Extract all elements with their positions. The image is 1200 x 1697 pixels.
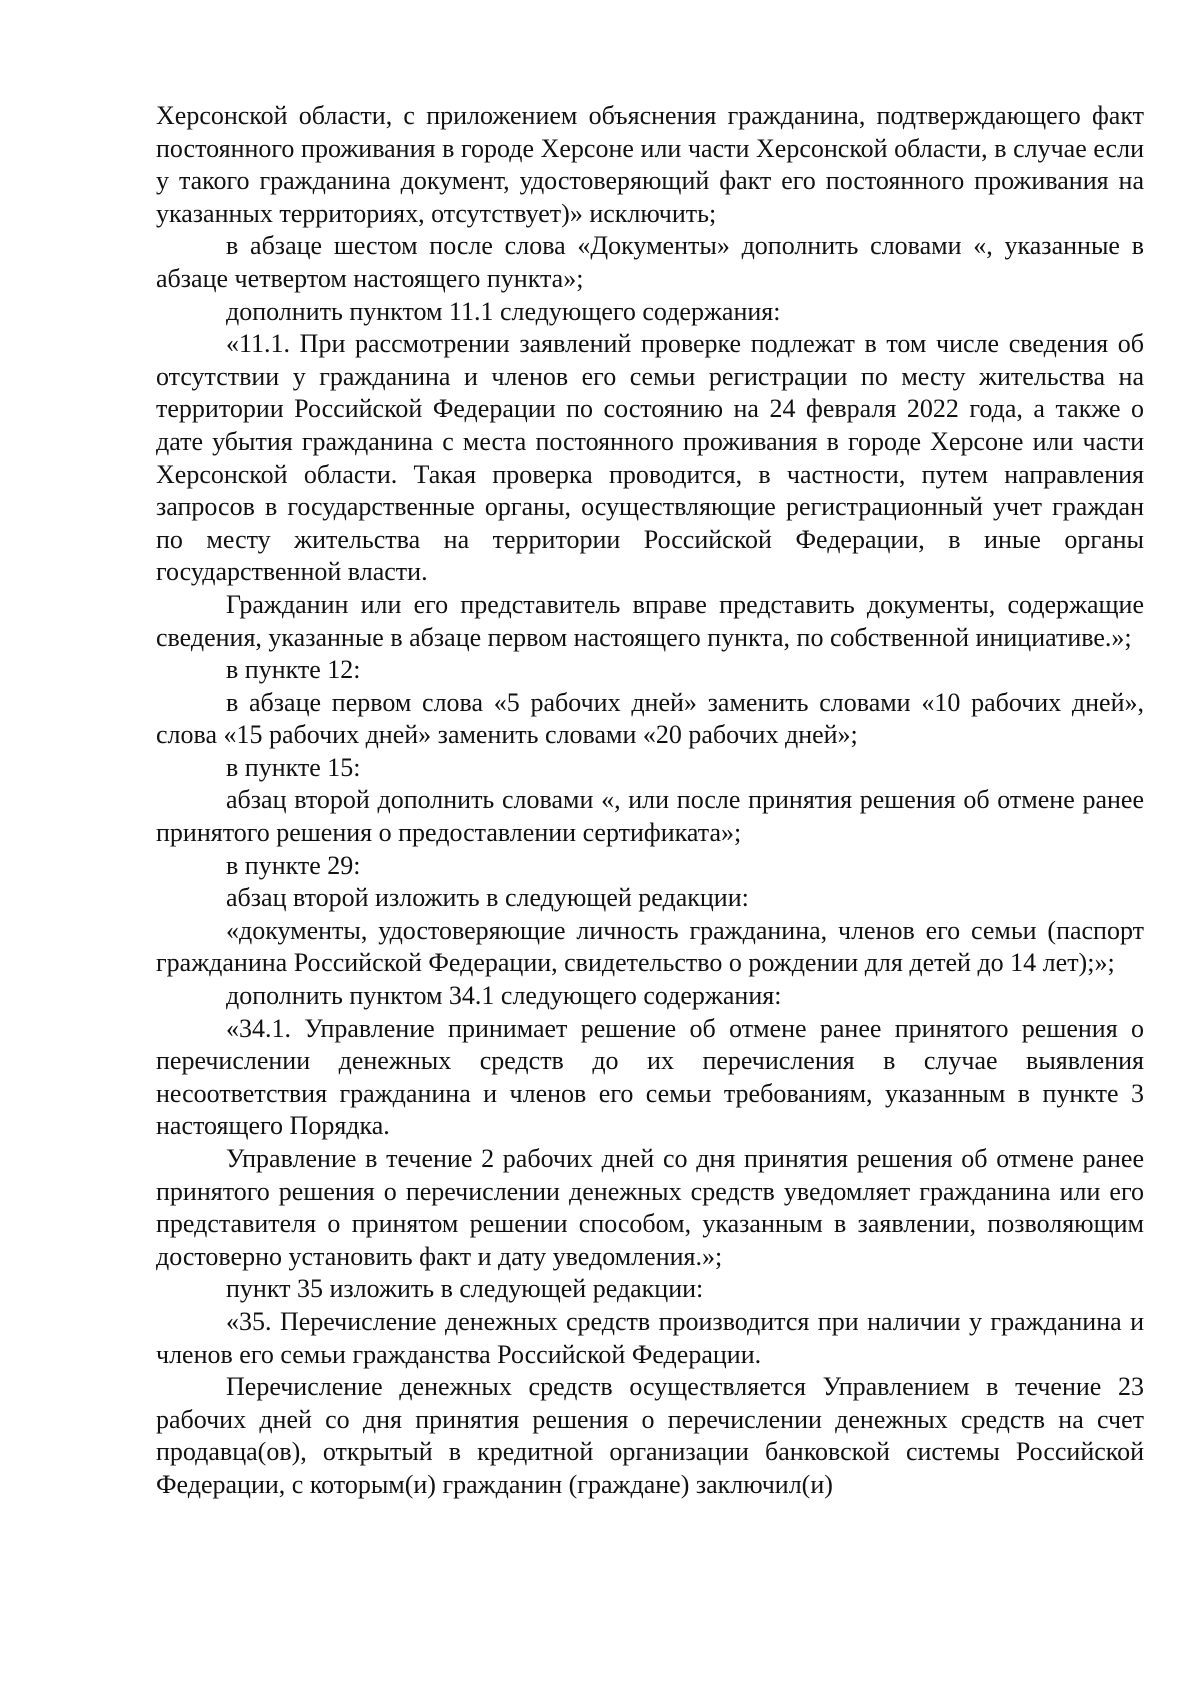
paragraph-10: в пункте 29: bbox=[226, 850, 361, 880]
paragraph-12: «документы, удостоверяющие личность гражданина, членов его семьи (паспорт гражданина Российской Федерации, свидетельство о рождении для детей до 14 лет);»; bbox=[156, 915, 1144, 978]
paragraph-9: абзац второй дополнить словами «, или после принятия решения об отмене ранее принятого решения о предоставлении сертификата»; bbox=[156, 785, 1144, 848]
paragraph-15: Управление в течение 2 рабочих дней со дня принятия решения об отмене ранее принятого решения о перечислении денежных средств уведомляет гражданина или его представителя о принятом решении способом, указанным в заявлении, позволяющим достоверно установить факт и дату уведомления.»; bbox=[156, 1144, 1144, 1271]
paragraph-16: пункт 35 изложить в следующей редакции: bbox=[226, 1274, 704, 1304]
paragraph-6: в пункте 12: bbox=[226, 655, 361, 685]
paragraph-5: Гражданин или его представитель вправе представить документы, содержащие сведения, указанные в абзаце первом настоящего пункта, по собственной инициативе.»; bbox=[156, 589, 1144, 652]
paragraph-11: абзац второй изложить в следующей редакции: bbox=[226, 883, 749, 913]
paragraph-18: Перечисление денежных средств осуществляется Управлением в течение 23 рабочих дней со дня принятия решения о перечислении денежных средств на счет продавца(ов), открытый в кредитной организации банковской системы Российской Федерации, с которым(и) гражданин (граждане) заключил(и) bbox=[156, 1372, 1144, 1499]
paragraph-7: в абзаце первом слова «5 рабочих дней» заменить словами «10 рабочих дней», слова «15 рабочих дней» заменить словами «20 рабочих дней»; bbox=[156, 687, 1144, 750]
paragraph-1: Херсонской области, с приложением объяснения гражданина, подтверждающего факт постоянного проживания в городе Херсоне или части Херсонской области, в случае если у такого гражданина документ, удостоверяющий факт его постоянного проживания на указанных территориях, отсутствует)» исключить; bbox=[156, 101, 1144, 228]
paragraph-4: «11.1. При рассмотрении заявлений проверке подлежат в том числе сведения об отсутствии у гражданина и членов его семьи регистрации по месту жительства на территории Российской Федерации по состоянию на 24 февраля 2022 года, а также о дате убытия гражданина с места постоянного проживания в городе Херсоне или части Херсонской области. Такая проверка проводится, в частности, путем направления запросов в государственные органы, осуществляющие регистрационный учет граждан по месту жительства на территории Российской Федерации, в иные органы государственной власти. bbox=[156, 329, 1144, 587]
paragraph-2: в абзаце шестом после слова «Документы» дополнить словами «, указанные в абзаце четвертом настоящего пункта»; bbox=[156, 231, 1144, 293]
paragraph-17: «35. Перечисление денежных средств производится при наличии у гражданина и членов его семьи гражданства Российской Федерации. bbox=[156, 1306, 1144, 1369]
paragraph-14: «34.1. Управление принимает решение об отмене ранее принятого решения о перечислении денежных средств до их перечисления в случае выявления несоответствия гражданина и членов его семьи требованиям, указанным в пункте 3 настоящего Порядка. bbox=[156, 1013, 1144, 1141]
paragraph-3: дополнить пунктом 11.1 следующего содержания: bbox=[226, 296, 781, 326]
paragraph-8: в пункте 15: bbox=[226, 752, 361, 782]
document-page bbox=[156, 100, 1144, 1502]
paragraph-13: дополнить пунктом 34.1 следующего содержания: bbox=[226, 981, 782, 1011]
